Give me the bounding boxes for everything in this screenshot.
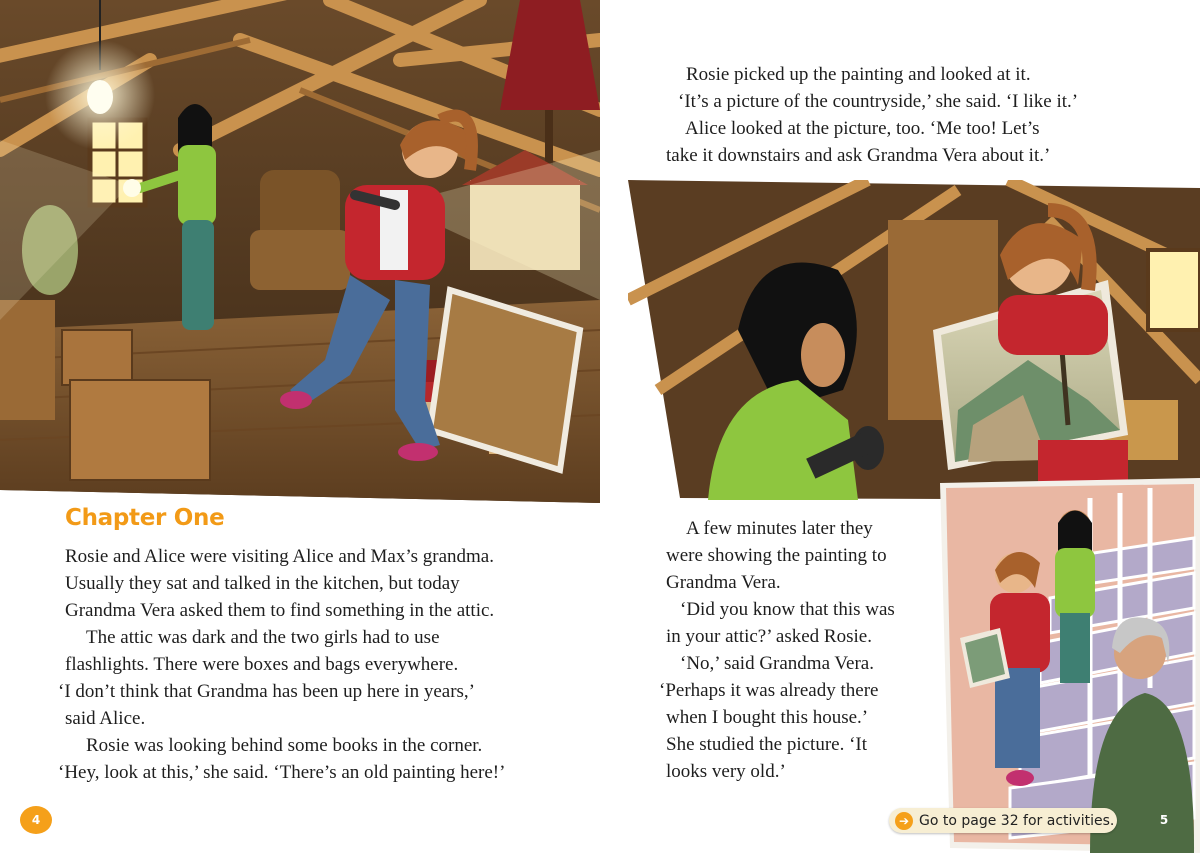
left-page-text: [58, 543, 506, 786]
text-line: ‘Perhaps it was already there: [659, 680, 879, 701]
right-page-top-text: [666, 61, 1078, 169]
text-line: looks very old.’: [666, 761, 786, 782]
text-line: take it downstairs and ask Grandma Vera about it.’: [666, 145, 1051, 166]
text-line: She studied the picture. ‘It: [666, 734, 868, 755]
right-page: [600, 0, 1200, 853]
text-line: The attic was dark and the two girls had to use: [86, 627, 440, 648]
text-line: Rosie and Alice were visiting Alice and Max’s grandma.: [65, 546, 494, 567]
right-page-bottom-text: [659, 515, 895, 785]
stairs-illustration: [940, 478, 1200, 853]
text-line: were showing the painting to: [666, 545, 887, 566]
text-line: ‘Did you know that this was: [680, 599, 895, 620]
activities-link-button[interactable]: [889, 808, 1117, 833]
arrow-right-icon: ➔: [895, 812, 913, 830]
text-line: when I bought this house.’: [666, 707, 869, 728]
text-line: Rosie was looking behind some books in the corner.: [86, 735, 483, 756]
page-number-badge: 5: [1150, 808, 1178, 832]
text-line: ‘I don’t think that Grandma has been up here in years,’: [58, 681, 475, 702]
page-number-badge: 4: [22, 808, 50, 832]
text-line: Rosie picked up the painting and looked at it.: [686, 64, 1031, 85]
text-line: Grandma Vera.: [666, 572, 781, 593]
text-line: ‘It’s a picture of the countryside,’ she said. ‘I like it.’: [678, 91, 1079, 112]
text-line: Grandma Vera asked them to find something in the attic.: [65, 600, 495, 621]
text-line: ‘Hey, look at this,’ she said. ‘There’s an old painting here!’: [58, 762, 506, 783]
text-line: Alice looked at the picture, too. ‘Me too! Let’s: [685, 118, 1040, 139]
text-line: A few minutes later they: [686, 518, 873, 539]
text-line: in your attic?’ asked Rosie.: [666, 626, 872, 647]
text-line: ‘No,’ said Grandma Vera.: [680, 653, 874, 674]
text-line: said Alice.: [65, 708, 146, 729]
text-line: Usually they sat and talked in the kitchen, but today: [65, 573, 460, 594]
text-line: flashlights. There were boxes and bags everywhere.: [65, 654, 459, 675]
activities-link-label: Go to page 32 for activities.: [919, 812, 1115, 829]
attic-illustration: [0, 0, 600, 503]
chapter-title: Chapter One: [65, 505, 225, 531]
painting-illustration: [628, 180, 1200, 500]
